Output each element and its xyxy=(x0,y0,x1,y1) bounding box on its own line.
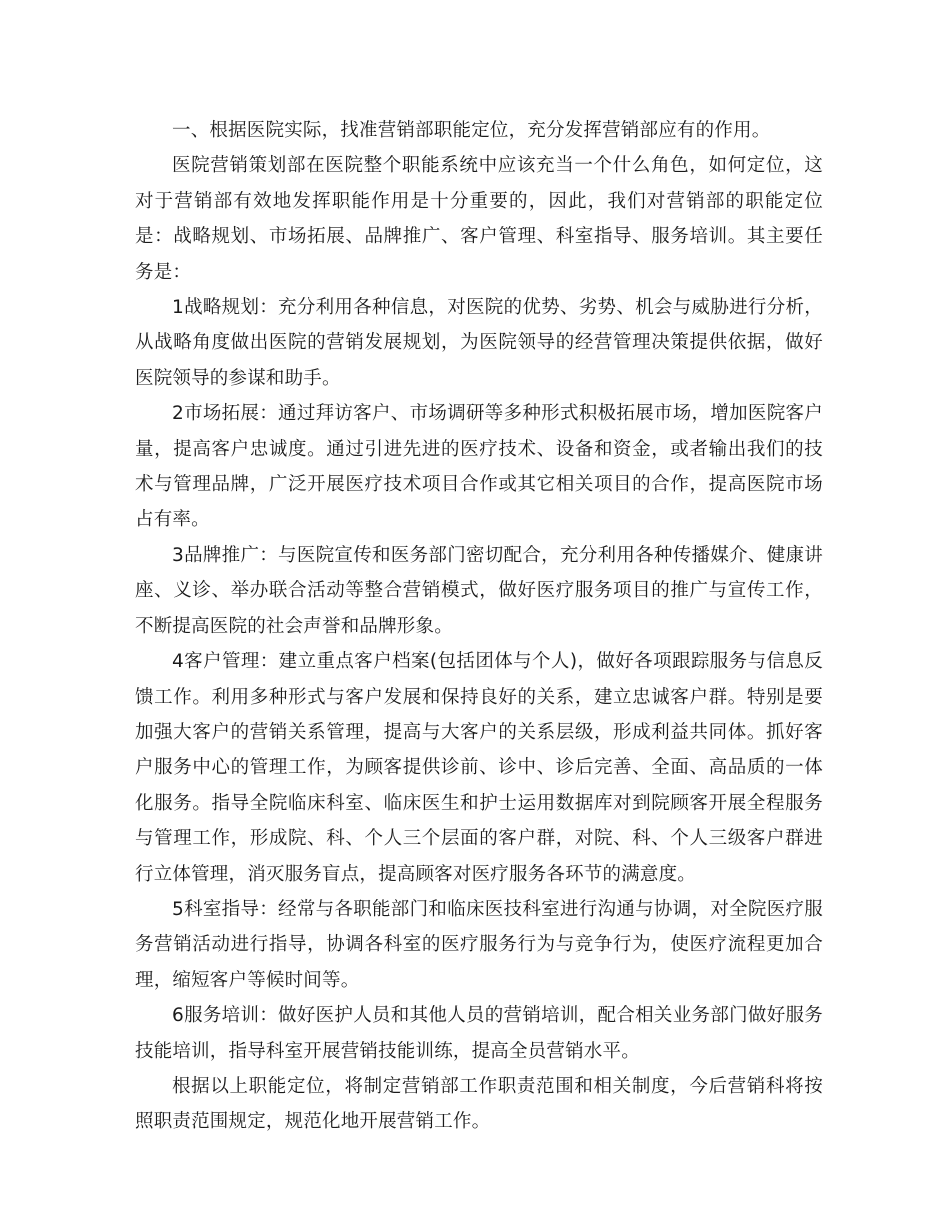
section-heading: 一、根据医院实际，找准营销部职能定位，充分发挥营销部应有的作用。 xyxy=(172,120,771,141)
paragraph-service-training: 6服务培训：做好医护人员和其他人员的营销培训，配合相关业务部门做好服务技能培训，指导科室开展营销技能训练，提高全员营销水平。 xyxy=(135,1005,823,1062)
paragraph-strategy-planning: 1战略规划：充分利用各种信息，对医院的优势、劣势、机会与威胁进行分析，从战略角度做出医院的营销发展规划，为医院领导的经营管理决策提供依据，做好医院领导的参谋和助手。 xyxy=(135,297,823,389)
paragraph-conclusion: 根据以上职能定位，将制定营销部工作职责范围和相关制度，今后营销科将按照职责范围规定，规范化地开展营销工作。 xyxy=(135,1075,823,1133)
paragraph-market-expansion: 2市场拓展：通过拜访客户、市场调研等多种形式积极拓展市场，增加医院客户量，提高客户忠诚度。通过引进先进的医疗技术、设备和资金，或者输出我们的技术与管理品牌，广泛开展医疗技术项目合作或其它相关项目的合作，提高医院市场占有率。 xyxy=(135,403,823,531)
paragraph-intro: 医院营销策划部在医院整个职能系统中应该充当一个什么角色，如何定位，这对于营销部有效地发挥职能作用是十分重要的，因此，我们对营销部的职能定位是：战略规划、市场拓展、品牌推广、客户管理、科室指导、服务培训。其主要任务是： xyxy=(135,155,823,283)
paragraph-customer-management: 4客户管理：建立重点客户档案(包括团体与个人)，做好各项跟踪服务与信息反馈工作。利用多种形式与客户发展和保持良好的关系，建立忠诚客户群。特别是要加强大客户的营销关系管理，提高与大客户的关系层级，形成利益共同体。抓好客户服务中心的管理工作，为顾客提供诊前、诊中、诊后完善、全面、高品质的一体化服务。指导全院临床科室、临床医生和护士运用数据库对到院顾客开展全程服务与管理工作，形成院、科、个人三个层面的客户群，对院、科、个人三级客户群进行立体管理，消灭服务盲点，提高顾客对医疗服务各环节的满意度。 xyxy=(135,651,823,885)
paragraph-department-guidance: 5科室指导：经常与各职能部门和临床医技科室进行沟通与协调，对全院医疗服务营销活动进行指导，协调各科室的医疗服务行为与竞争行为，使医疗流程更加合理，缩短客户等候时间等。 xyxy=(135,898,823,991)
document-body xyxy=(135,113,823,1140)
paragraph-brand-promotion: 3品牌推广：与医院宣传和医务部门密切配合，充分利用各种传播媒介、健康讲座、义诊、举办联合活动等整合营销模式，做好医疗服务项目的推广与宣传工作，不断提高医院的社会声誉和品牌形象。 xyxy=(135,544,823,637)
